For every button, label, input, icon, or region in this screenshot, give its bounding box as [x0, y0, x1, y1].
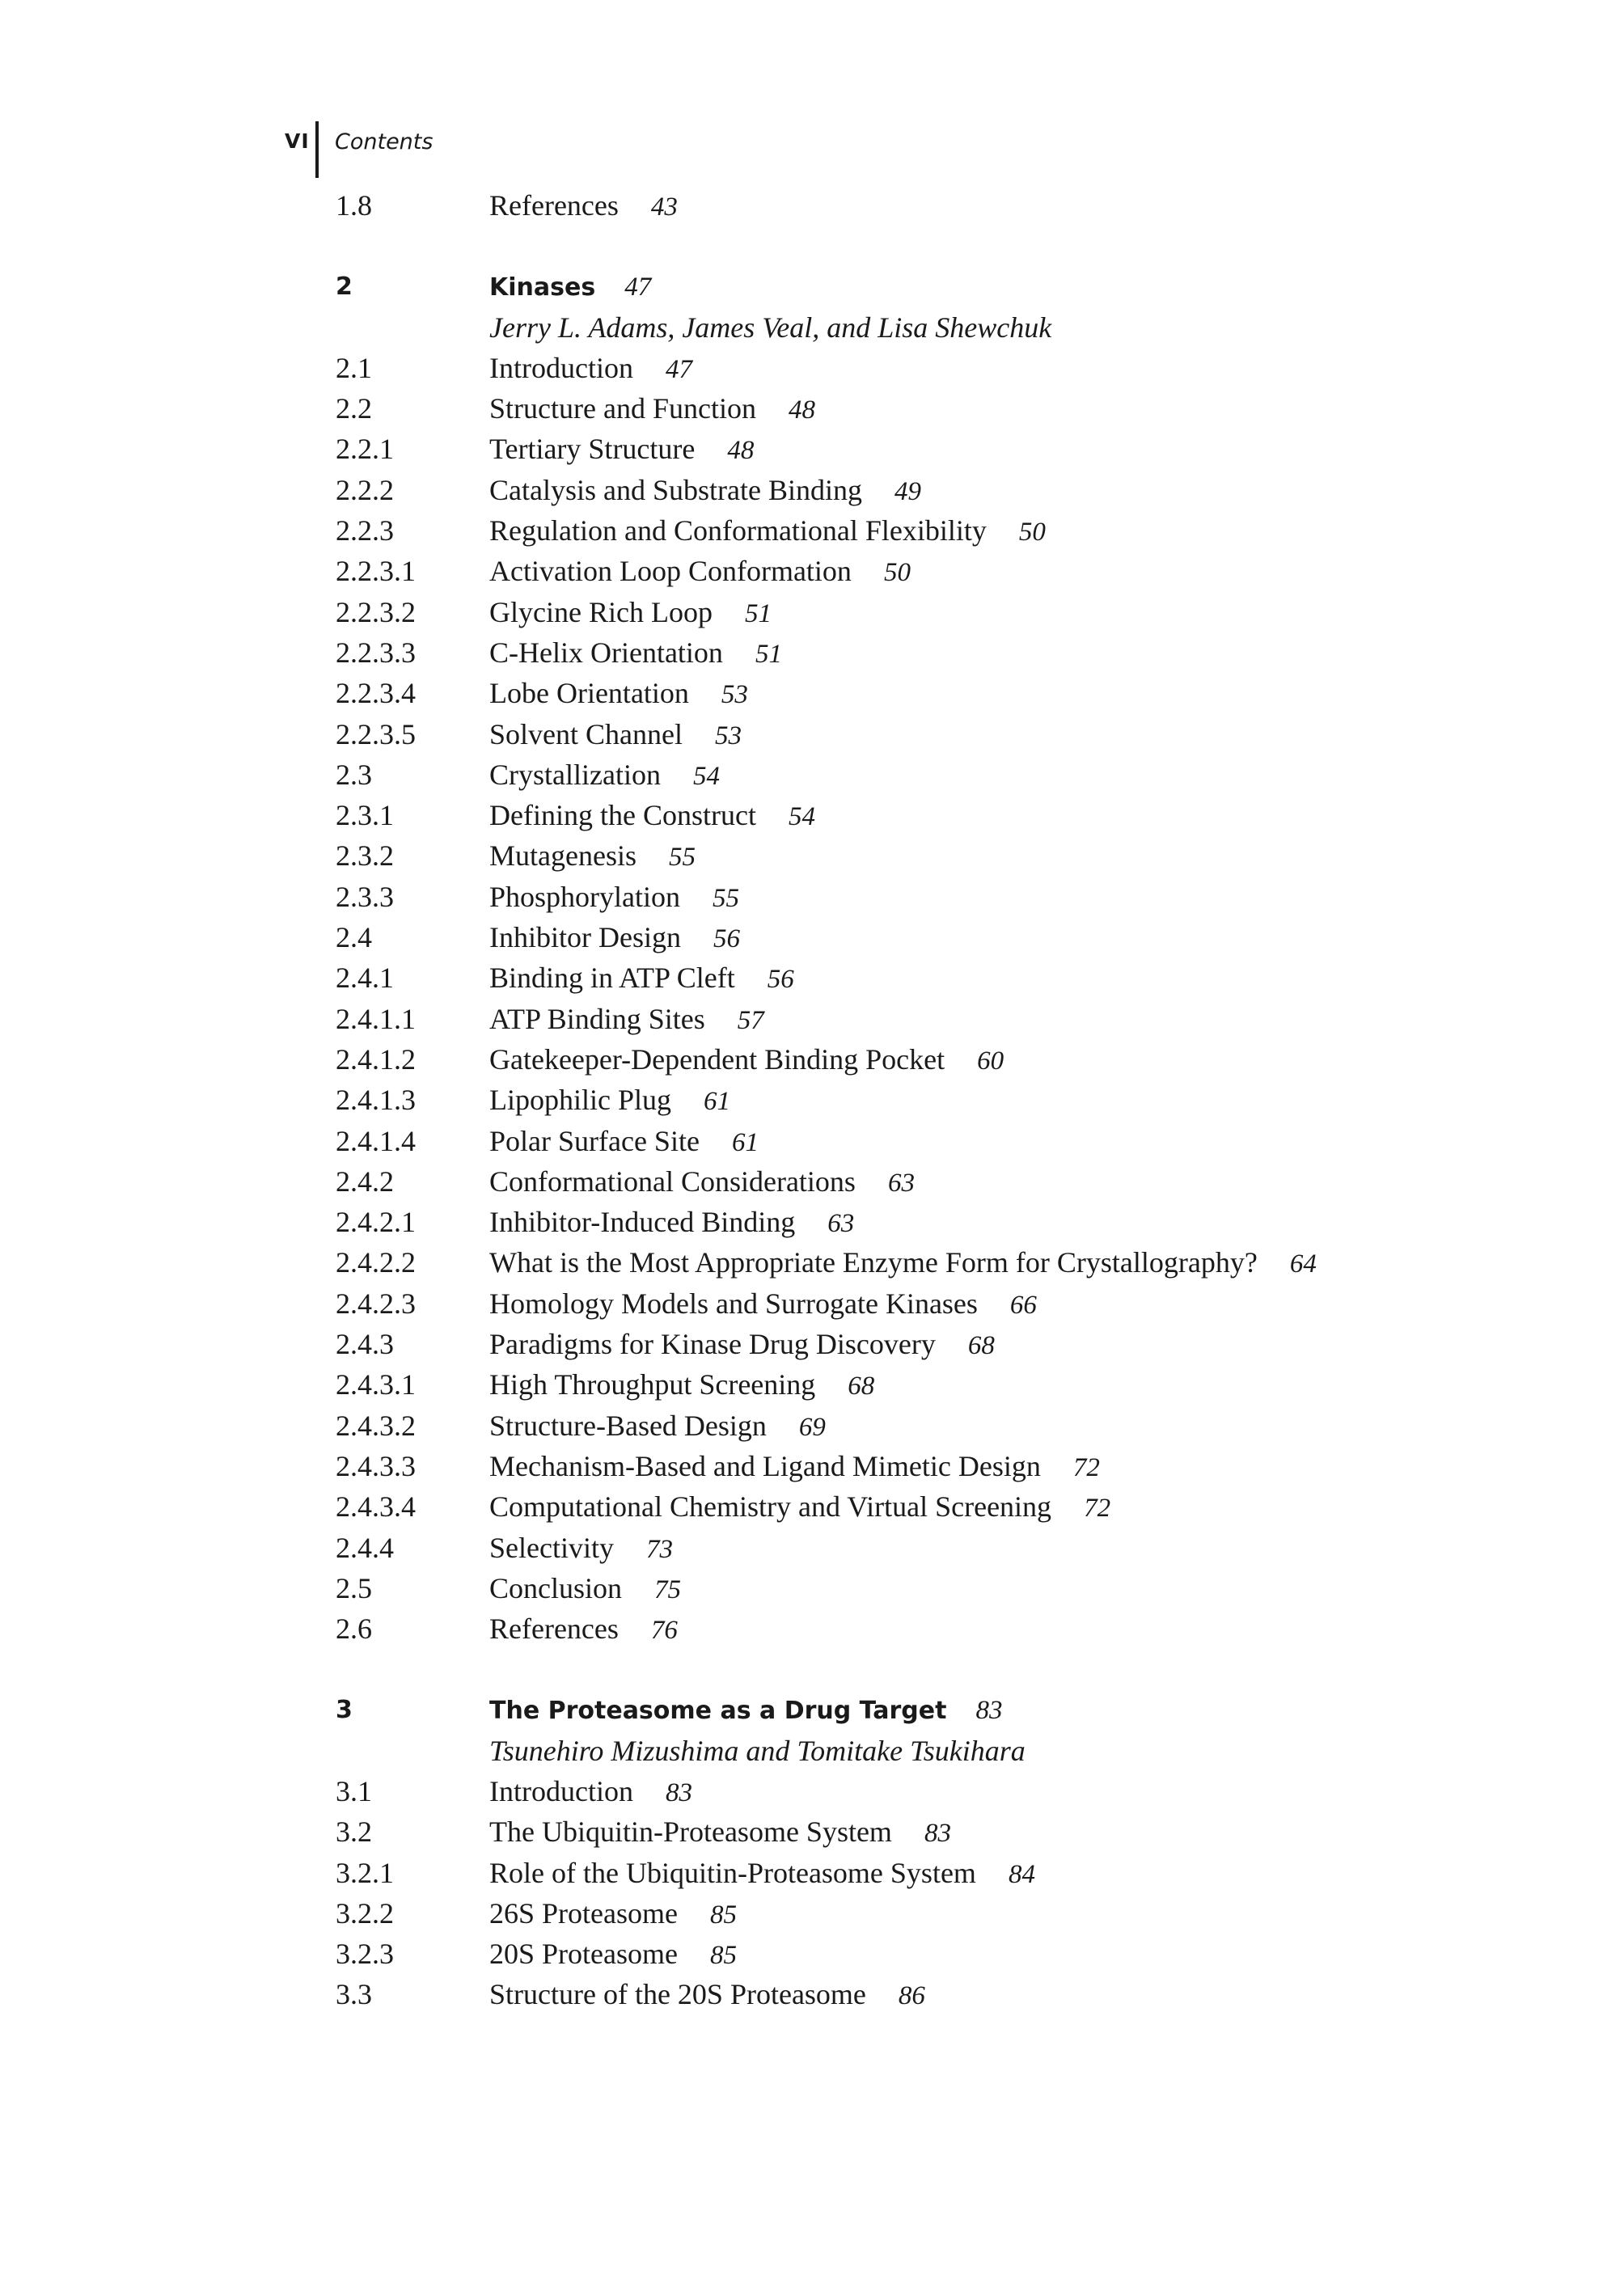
toc-entry-number: 2.4.1.3 [336, 1084, 416, 1117]
toc-entry-page: 68 [967, 1331, 995, 1361]
toc-entry-page: 48 [727, 436, 755, 466]
toc-entry [0, 711, 1624, 751]
toc-entry-page: 85 [709, 1900, 737, 1930]
toc-entry [0, 792, 1624, 832]
toc-entry [0, 1402, 1624, 1443]
toc-entry-title [489, 1774, 692, 1808]
toc-entry-number: 2.4.3.1 [336, 1368, 416, 1401]
toc-entry-page: 50 [883, 558, 911, 588]
toc-entry-title [489, 1612, 678, 1646]
toc-entry-number: 2 [336, 273, 353, 302]
toc-entry-title [489, 273, 651, 302]
toc-entry [0, 1198, 1624, 1239]
toc-entry-title-text: What is the Most Appropriate Enzyme Form for Crystallography? [489, 1246, 1258, 1279]
toc-entry [0, 1890, 1624, 1930]
toc-entry-title [489, 1696, 1002, 1726]
toc-entry-title-text: Conformational Considerations [489, 1165, 856, 1198]
toc-entry-page: 63 [887, 1168, 915, 1198]
toc-entry [0, 873, 1624, 914]
toc-entry-number: 2.4.3.2 [336, 1409, 416, 1442]
toc-entry [0, 1118, 1624, 1158]
toc-entry-number: 2.2.3.1 [336, 555, 416, 588]
toc-entry-page: 49 [894, 476, 921, 506]
toc-entry-page: 68 [848, 1372, 875, 1401]
toc-entry-title [489, 1327, 995, 1361]
toc-entry-page: 64 [1289, 1249, 1317, 1279]
toc-entry-number: 2.3 [336, 758, 372, 791]
toc-entry-page: 83 [975, 1696, 1003, 1726]
toc-entry-page: 69 [798, 1412, 826, 1442]
toc-entry-title [489, 311, 1051, 344]
toc-entry-number: 2.4.2.2 [336, 1246, 416, 1279]
toc-entry-page: 54 [692, 761, 720, 791]
toc-entry-page: 55 [668, 843, 696, 873]
toc-entry-title [489, 188, 678, 222]
toc-entry [0, 1036, 1624, 1076]
toc-entry-page: 85 [709, 1941, 737, 1971]
toc-entry-title-text: Introduction [489, 351, 633, 384]
toc-entry-page: 86 [898, 1981, 925, 2011]
toc-entry-title [489, 1531, 673, 1565]
toc-entry-title [489, 1896, 737, 1930]
toc-entry-page: 83 [665, 1777, 692, 1807]
toc-entry-title-text: Paradigms for Kinase Drug Discovery [489, 1328, 936, 1361]
toc-entry-page: 47 [665, 354, 692, 384]
toc-entry-title [489, 391, 815, 425]
toc-entry-number: 3.1 [336, 1774, 372, 1807]
toc-entry-title [489, 758, 720, 792]
toc-entry [0, 589, 1624, 629]
toc-entry-title [489, 473, 921, 507]
toc-entry-title [489, 880, 739, 914]
toc-entry-number: 2.4.3 [336, 1328, 394, 1361]
toc-entry-title [489, 1409, 826, 1443]
toc-entry-page: 72 [1072, 1452, 1100, 1482]
toc-entry-number: 2.2.3.2 [336, 595, 416, 628]
toc-entry-title [489, 1042, 1004, 1076]
toc-entry-number: 2.3.1 [336, 799, 394, 832]
toc-entry-title [489, 351, 692, 385]
toc-entry-page: 61 [704, 1087, 730, 1117]
toc-entry-title [489, 1205, 854, 1239]
toc-entry [0, 995, 1624, 1036]
toc-entry-title-text: The Proteasome as a Drug Target [489, 1697, 947, 1726]
toc-entry-title [489, 1367, 874, 1401]
toc-entry [0, 467, 1624, 507]
toc-entry-title [489, 1002, 764, 1036]
toc-entry [0, 425, 1624, 466]
toc-entry-number: 3.3 [336, 1978, 372, 2011]
toc-entry-title-text: 20S Proteasome [489, 1938, 678, 1971]
toc-entry-title-text: Gatekeeper-Dependent Binding Pocket [489, 1042, 945, 1076]
toc-entry-number: 2.4.4 [336, 1531, 394, 1564]
toc-entry-number: 3 [336, 1696, 353, 1725]
toc-entry-title-text: Structure-Based Design [489, 1409, 767, 1442]
toc-entry-title-text: Catalysis and Substrate Binding [489, 473, 862, 506]
toc-entry-title-text: Tertiary Structure [489, 433, 696, 466]
toc-entry-title [489, 554, 911, 588]
toc-entry-number: 2.4.3.3 [336, 1449, 416, 1482]
toc-entry-title-text: Binding in ATP Cleft [489, 962, 735, 995]
toc-entry-page: 53 [714, 721, 742, 750]
toc-entry-title-text: Role of the Ubiquitin-Proteasome System [489, 1856, 976, 1889]
toc-entry [0, 1280, 1624, 1321]
page-number: VI [285, 129, 310, 153]
toc-entry-title-text: Polar Surface Site [489, 1124, 700, 1157]
toc-entry-title-text: Inhibitor-Induced Binding [489, 1206, 796, 1239]
toc-entry-title-text: References [489, 189, 619, 222]
toc-entry-page: 55 [713, 883, 740, 913]
toc-entry-page: 75 [654, 1575, 682, 1604]
toc-entry-number: 2.2.2 [336, 473, 394, 506]
toc-entry-title [489, 1083, 730, 1117]
running-head: Contents [335, 129, 433, 154]
toc-entry-title-text: Lobe Orientation [489, 677, 689, 710]
toc-entry-page: 66 [1009, 1290, 1037, 1320]
toc-entry-title [489, 1245, 1317, 1279]
toc-entry-title-text: Regulation and Conformational Flexibility [489, 514, 987, 547]
toc-entry-title [489, 676, 748, 710]
toc-entry-page: 84 [1008, 1859, 1035, 1889]
toc-entry-title-text: Phosphorylation [489, 880, 681, 913]
toc-entry [0, 344, 1624, 385]
toc-entry-number: 2.2.3 [336, 514, 394, 547]
toc-entry-page: 50 [1018, 518, 1046, 547]
toc-entry-title-text: Jerry L. Adams, James Veal, and Lisa Shewchuk [489, 311, 1052, 344]
toc-entry-page: 60 [977, 1046, 1004, 1076]
toc-entry-number: 2.2 [336, 392, 372, 425]
toc-entry-page: 83 [924, 1819, 951, 1849]
toc-entry [0, 751, 1624, 792]
toc-entry-title-text: Activation Loop Conformation [489, 555, 852, 588]
toc-entry-number: 3.2.1 [336, 1856, 394, 1889]
toc-entry-number: 3.2.3 [336, 1938, 394, 1971]
toc-entry-page: 61 [731, 1127, 759, 1157]
header-divider [315, 121, 319, 178]
toc-entry-title-text: ATP Binding Sites [489, 1002, 705, 1035]
toc-entry-title [489, 1165, 915, 1198]
toc-entry-number: 2.3.3 [336, 880, 394, 913]
toc-chapter-authors [0, 304, 1624, 344]
toc-entry-page: 51 [744, 598, 772, 628]
toc-entry-title-text: Mechanism-Based and Ligand Mimetic Design [489, 1449, 1041, 1482]
toc-entry-title [489, 1815, 951, 1849]
toc-entry-title-text: Structure and Function [489, 392, 756, 425]
toc-entry-number: 2.1 [336, 351, 372, 384]
toc-entry-title-text: Crystallization [489, 758, 661, 791]
toc-entry [0, 1849, 1624, 1890]
toc-entry-page: 57 [737, 1005, 764, 1035]
toc-entry-number: 2.3.2 [336, 839, 394, 873]
toc-entry [0, 1443, 1624, 1483]
toc-entry [0, 1971, 1624, 2011]
toc-entry-title [489, 1734, 1026, 1768]
toc-entry-number: 2.4.1.1 [336, 1002, 416, 1035]
toc-entry-title [489, 798, 815, 832]
toc-entry-title-text: 26S Proteasome [489, 1896, 678, 1930]
toc-entry-title-text: Conclusion [489, 1571, 623, 1604]
toc-entry-title [489, 514, 1046, 547]
toc-entry-number: 2.2.3.4 [336, 677, 416, 710]
toc-entry-number: 2.4.3.4 [336, 1490, 416, 1524]
toc-entry-number: 2.2.1 [336, 433, 394, 466]
toc-entry-title [489, 636, 782, 670]
toc-entry-number: 2.4.1.2 [336, 1042, 416, 1076]
toc-entry-title [489, 595, 772, 629]
toc-entry-number: 3.2.2 [336, 1896, 394, 1930]
toc-entry-page: 54 [788, 802, 815, 832]
toc-entry [0, 1808, 1624, 1849]
toc-entry-title [489, 1287, 1037, 1321]
toc-entry [0, 507, 1624, 547]
toc-entry-page: 51 [755, 639, 782, 669]
toc-entry [0, 1361, 1624, 1401]
toc-entry [0, 1158, 1624, 1198]
toc-entry-page: 48 [788, 395, 815, 425]
toc-entry-page: 56 [713, 924, 740, 954]
toc-entry-page: 47 [624, 273, 652, 302]
toc-entry-number: 2.2.3.3 [336, 636, 416, 669]
toc-entry [0, 1930, 1624, 1971]
toc-entry [0, 629, 1624, 670]
toc-entry-number: 2.4.2 [336, 1165, 394, 1198]
toc-entry-page: 56 [767, 965, 794, 995]
toc-entry-page: 72 [1084, 1494, 1111, 1524]
toc-entry [0, 385, 1624, 425]
toc-entry-title [489, 1449, 1100, 1483]
toc-entry-title [489, 1490, 1110, 1524]
toc-entry-title-text: Defining the Construct [489, 799, 756, 832]
toc-entry-title [489, 839, 696, 873]
toc-entry-title-text: Inhibitor Design [489, 921, 681, 954]
toc-entry [0, 1524, 1624, 1565]
toc-chapter-heading [0, 263, 1624, 303]
toc-entry-title [489, 1124, 759, 1158]
toc-entry [0, 832, 1624, 873]
toc-entry-number: 2.5 [336, 1571, 372, 1604]
toc-entry-title [489, 1571, 681, 1605]
toc-entry [0, 1483, 1624, 1524]
toc-entry-page: 43 [650, 192, 678, 222]
toc-entry [0, 1768, 1624, 1808]
toc-entry-title [489, 717, 742, 751]
toc-entry-title-text: References [489, 1613, 619, 1646]
toc-entry [0, 182, 1624, 222]
toc-entry-number: 2.4.1 [336, 962, 394, 995]
table-of-contents [0, 182, 1624, 2012]
toc-entry-page: 76 [650, 1616, 678, 1646]
toc-entry-title-text: High Throughput Screening [489, 1368, 816, 1401]
toc-entry [0, 1076, 1624, 1117]
toc-entry-title-text: C-Helix Orientation [489, 636, 723, 669]
toc-entry-title-text: Selectivity [489, 1531, 614, 1564]
toc-entry-title [489, 432, 754, 466]
toc-entry-number: 2.6 [336, 1613, 372, 1646]
toc-entry [0, 1565, 1624, 1605]
toc-entry-page: 63 [827, 1209, 855, 1239]
toc-entry-title-text: Homology Models and Surrogate Kinases [489, 1287, 978, 1320]
toc-entry [0, 1321, 1624, 1361]
toc-entry-title-text: Computational Chemistry and Virtual Screening [489, 1490, 1052, 1524]
toc-entry-title-text: Tsunehiro Mizushima and Tomitake Tsukihara [489, 1734, 1026, 1767]
toc-entry-title-text: Solvent Channel [489, 717, 683, 750]
toc-entry-number: 2.4.1.4 [336, 1124, 416, 1157]
toc-entry [0, 1605, 1624, 1646]
toc-entry-page: 53 [721, 680, 748, 710]
toc-entry-number: 2.4.2.1 [336, 1206, 416, 1239]
toc-entry [0, 670, 1624, 710]
toc-entry-number: 1.8 [336, 189, 372, 222]
toc-chapter-authors [0, 1727, 1624, 1768]
toc-entry-title [489, 1977, 925, 2011]
toc-entry-number: 2.4 [336, 921, 372, 954]
toc-entry [0, 1239, 1624, 1279]
toc-entry-title-text: The Ubiquitin-Proteasome System [489, 1815, 892, 1849]
toc-entry-number: 2.4.2.3 [336, 1287, 416, 1320]
toc-entry-title-text: Structure of the 20S Proteasome [489, 1978, 866, 2011]
toc-entry-title [489, 1937, 737, 1971]
toc-chapter-heading [0, 1686, 1624, 1727]
toc-entry-number: 2.2.3.5 [336, 717, 416, 750]
toc-entry [0, 547, 1624, 588]
toc-entry-title-text: Kinases [489, 273, 596, 302]
toc-entry-page: 73 [645, 1534, 673, 1564]
toc-entry-title-text: Lipophilic Plug [489, 1084, 671, 1117]
toc-entry-title-text: Introduction [489, 1774, 633, 1807]
toc-entry-title [489, 1856, 1035, 1890]
toc-entry-title-text: Mutagenesis [489, 839, 636, 873]
toc-entry [0, 914, 1624, 954]
toc-entry [0, 954, 1624, 995]
toc-entry-title [489, 920, 740, 954]
toc-entry-title-text: Glycine Rich Loop [489, 595, 713, 628]
toc-entry-title [489, 961, 794, 995]
toc-entry-number: 3.2 [336, 1815, 372, 1849]
